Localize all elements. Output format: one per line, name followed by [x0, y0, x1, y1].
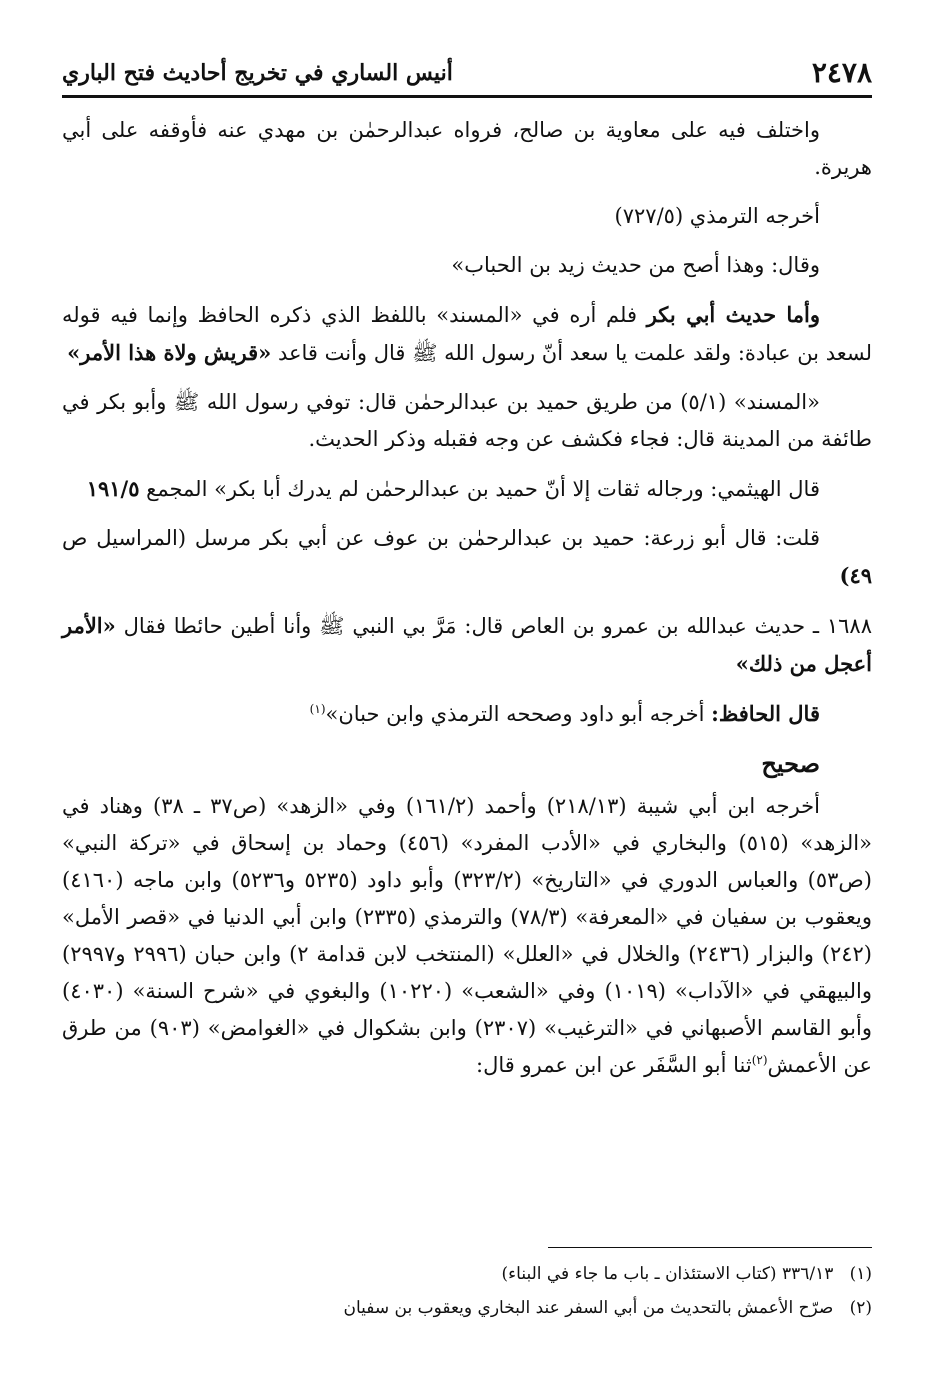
bold-ref: ١٩١/٥	[86, 476, 140, 501]
footnote-ref-2: (٢)	[751, 1053, 768, 1067]
paragraph-3: وقال: وهذا أصح من حديث زيد بن الحباب»	[451, 253, 820, 277]
footnote-rule	[548, 1247, 872, 1248]
footnote-mark: (١)	[849, 1264, 872, 1284]
text-run: ١٦٨٨ ـ حديث عبدالله بن عمرو بن العاص قال: مَرَّ بي النبي ﷺ وأنا أطين حائطا فقال	[115, 614, 872, 638]
footnote-text: ٣٣٦/١٣ (كتاب الاستئذان ـ باب ما جاء في البناء)	[501, 1264, 834, 1284]
text-run: قلت: قال أبو زرعة: حميد بن عبدالرحمٰن بن عوف عن أبي بكر مرسل (المراسيل ص	[62, 526, 820, 550]
running-header	[62, 56, 872, 92]
paragraph-2: أخرجه الترمذي (٧٢٧/٥)	[614, 204, 820, 228]
section-heading: صحيح	[761, 749, 820, 778]
bold-quote: «قريش ولاة هذا الأمر»	[67, 340, 272, 365]
bold-ref: ٤٩)	[839, 563, 872, 588]
bold-quote: «الأمر أعجل من ذلك»	[62, 613, 872, 676]
header-rule	[62, 95, 872, 98]
bold-lead: قال الحافظ:	[711, 701, 820, 726]
paragraph-9	[62, 695, 872, 733]
paragraph-7	[62, 520, 872, 595]
main-text	[62, 112, 872, 1096]
book-title: أنيس الساري في تخريج أحاديث فتح الباري	[62, 60, 453, 86]
footnote-ref-1: (١)	[309, 702, 326, 716]
paragraph-1: واختلف فيه على معاوية بن صالح، فرواه عبدالرحمٰن بن مهدي عنه فأوقفه على أبي هريرة.	[62, 118, 872, 179]
text-run: أخرجه ابن أبي شيبة (٢١٨/١٣) وأحمد (١٦١/٢) وفي «الزهد» (ص٣٧ ـ ٣٨) وهناد في «الزهد» (٥١٥) والبخاري في «الأدب المفرد» (٤٥٦) وحماد بن إسحاق في «تركة النبي» (ص٥٣) والعباس الدوري في «التاريخ» (٣٢٣/٢) وأبو داود (٥٢٣٥ و٥٢٣٦) وابن ماجه (٤١٦٠) ويعقوب بن سفيان في «المعرفة» (٧٨/٣) والترمذي (٢٣٣٥) وابن أبي الدنيا في «قصر الأمل» (٢٤٢) والبزار (٢٤٣٦) والخلال في «العلل» (المنتخب لابن قدامة ٢) وابن حبان (٢٩٩٦ و٢٩٩٧) والبيهقي في «الآداب» (١٠١٩) وفي «الشعب» (١٠٢٢٠) والبغوي في «شرح السنة» (٤٠٣٠) وأبو القاسم الأصبهاني في «الترغيب» (٢٣٠٧) وابن بشكوال في «الغوامض» (٩٠٣) من طرق عن الأعمش	[62, 794, 873, 1077]
page-number: ٢٤٧٨	[811, 56, 872, 89]
text-run: ثنا أبو السَّفَر عن ابن عمرو قال:	[476, 1053, 752, 1077]
text-run: فلم أره في «المسند» باللفظ الذي ذكره الحافظ وإنما فيه قوله لسعد بن عبادة: ولقد علمت يا سعد أنّ رسول الله ﷺ قال وأنت قاعد	[62, 303, 872, 365]
paragraph-4	[62, 296, 872, 372]
footnote-1	[62, 1262, 872, 1286]
footnote-2	[62, 1296, 872, 1320]
paragraph-10	[62, 788, 872, 1084]
paragraph-5: «المسند» (٥/١) من طريق حميد بن عبدالرحمٰن قال: توفي رسول الله ﷺ وأبو بكر في طائفة من المدينة قال: فجاء فكشف عن وجه فقبله وذكر الحديث.	[62, 390, 872, 451]
text-run: قال الهيثمي: ورجاله ثقات إلا أنّ حميد بن عبدالرحمٰن لم يدرك أبا بكر» المجمع	[139, 477, 820, 501]
footnote-mark: (٢)	[849, 1298, 872, 1318]
footnote-text: صرّح الأعمش بالتحديث من أبي السفر عند البخاري ويعقوب بن سفيان	[343, 1298, 834, 1318]
paragraph-6	[62, 470, 872, 508]
text-run: أخرجه أبو داود وصححه الترمذي وابن حبان»	[325, 702, 712, 726]
hadith-1688	[62, 607, 872, 683]
bold-lead: وأما حديث أبي بكر	[646, 302, 820, 327]
